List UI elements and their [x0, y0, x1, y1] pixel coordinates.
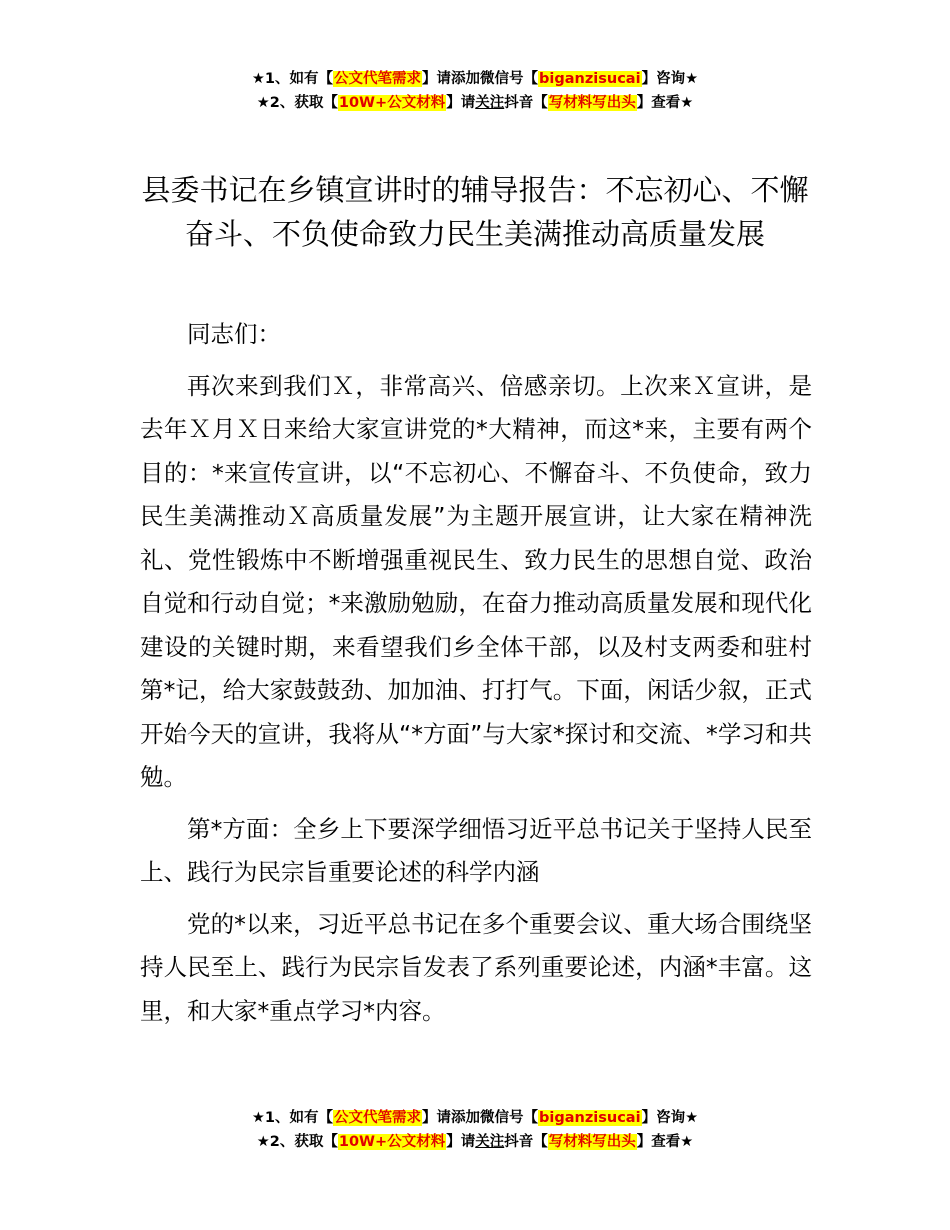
douyin-id-highlight: 写材料写出头 [548, 95, 636, 111]
promo-text: 】请 [446, 1134, 476, 1150]
douyin-id-highlight: 写材料写出头 [548, 1134, 636, 1150]
salutation-paragraph: 同志们： [187, 320, 281, 348]
intro-paragraph: 再次来到我们Ｘ，非常高兴、倍感亲切。上次来Ｘ宣讲，是去年Ｘ月Ｘ日来给大家宣讲党的*大精神，而这*来，主要有两个目的：*来宣传宣讲，以“不忘初心、不懈奋斗、不负使命，致力民生美满推动Ｘ高质量发展”为主题开展宣讲，让大家在精神洗礼、党性锻炼中不断增强重视民生、致力民生的思想自觉、政治自觉和行动自觉；*来激励勉励，在奋力推动高质量发展和现代化建设的关键时期，来看望我们乡全体干部，以及村支两委和驻村第*记，给大家鼓鼓劲、加加油、打打气。下面，闲话少叙，正式开始今天的宣讲，我将从“*方面”与大家*探讨和交流、*学习和共勉。 [140, 371, 812, 791]
wechat-id-highlight: biganzisucai [539, 71, 641, 87]
promo-line-1 [0, 1106, 950, 1130]
promo-text: 】咨询★ [641, 71, 699, 87]
promo-text: ★2、获取【 [256, 95, 338, 111]
section-heading-paragraph: 第*方面：全乡上下要深学细悟习近平总书记关于坚持人民至上、践行为民宗旨重要论述的科学内涵 [140, 814, 812, 886]
document-body [140, 313, 812, 1033]
body-paragraph: 党的*以来，习近平总书记在多个重要会议、重大场合围绕坚持人民至上、践行为民宗旨发表了系列重要论述，内涵*丰富。这里，和大家*重点学习*内容。 [140, 909, 812, 1025]
promo-highlight: 公文代笔需求 [334, 1110, 422, 1126]
promo-line-2 [0, 1130, 950, 1154]
wechat-id-highlight: biganzisucai [539, 1110, 641, 1126]
promo-text: 】请添加微信号【 [422, 1110, 539, 1126]
promo-text: 】查看★ [636, 1134, 694, 1150]
promo-highlight: 10W+公文材料 [338, 95, 446, 111]
promo-text: 】咨询★ [641, 1110, 699, 1126]
promo-text: ★1、如有【 [251, 71, 334, 87]
promo-underline: 关注 [475, 95, 505, 111]
promo-highlight: 10W+公文材料 [338, 1134, 446, 1150]
promo-line-2 [0, 91, 950, 115]
promo-text: 抖音【 [504, 95, 548, 111]
promo-text: 】请添加微信号【 [422, 71, 539, 87]
promo-text: ★1、如有【 [251, 1110, 334, 1126]
promo-text: 抖音【 [504, 1134, 548, 1150]
promo-line-1 [0, 67, 950, 91]
promo-highlight: 公文代笔需求 [334, 71, 422, 87]
promo-text: 】请 [446, 95, 476, 111]
document-title: 县委书记在乡镇宣讲时的辅导报告：不忘初心、不懈奋斗、不负使命致力民生美满推动高质量发展 [141, 173, 809, 251]
promo-banner-top [0, 67, 950, 115]
promo-text: ★2、获取【 [256, 1134, 338, 1150]
promo-text: 】查看★ [636, 95, 694, 111]
promo-underline: 关注 [475, 1134, 505, 1150]
promo-banner-bottom [0, 1106, 950, 1154]
